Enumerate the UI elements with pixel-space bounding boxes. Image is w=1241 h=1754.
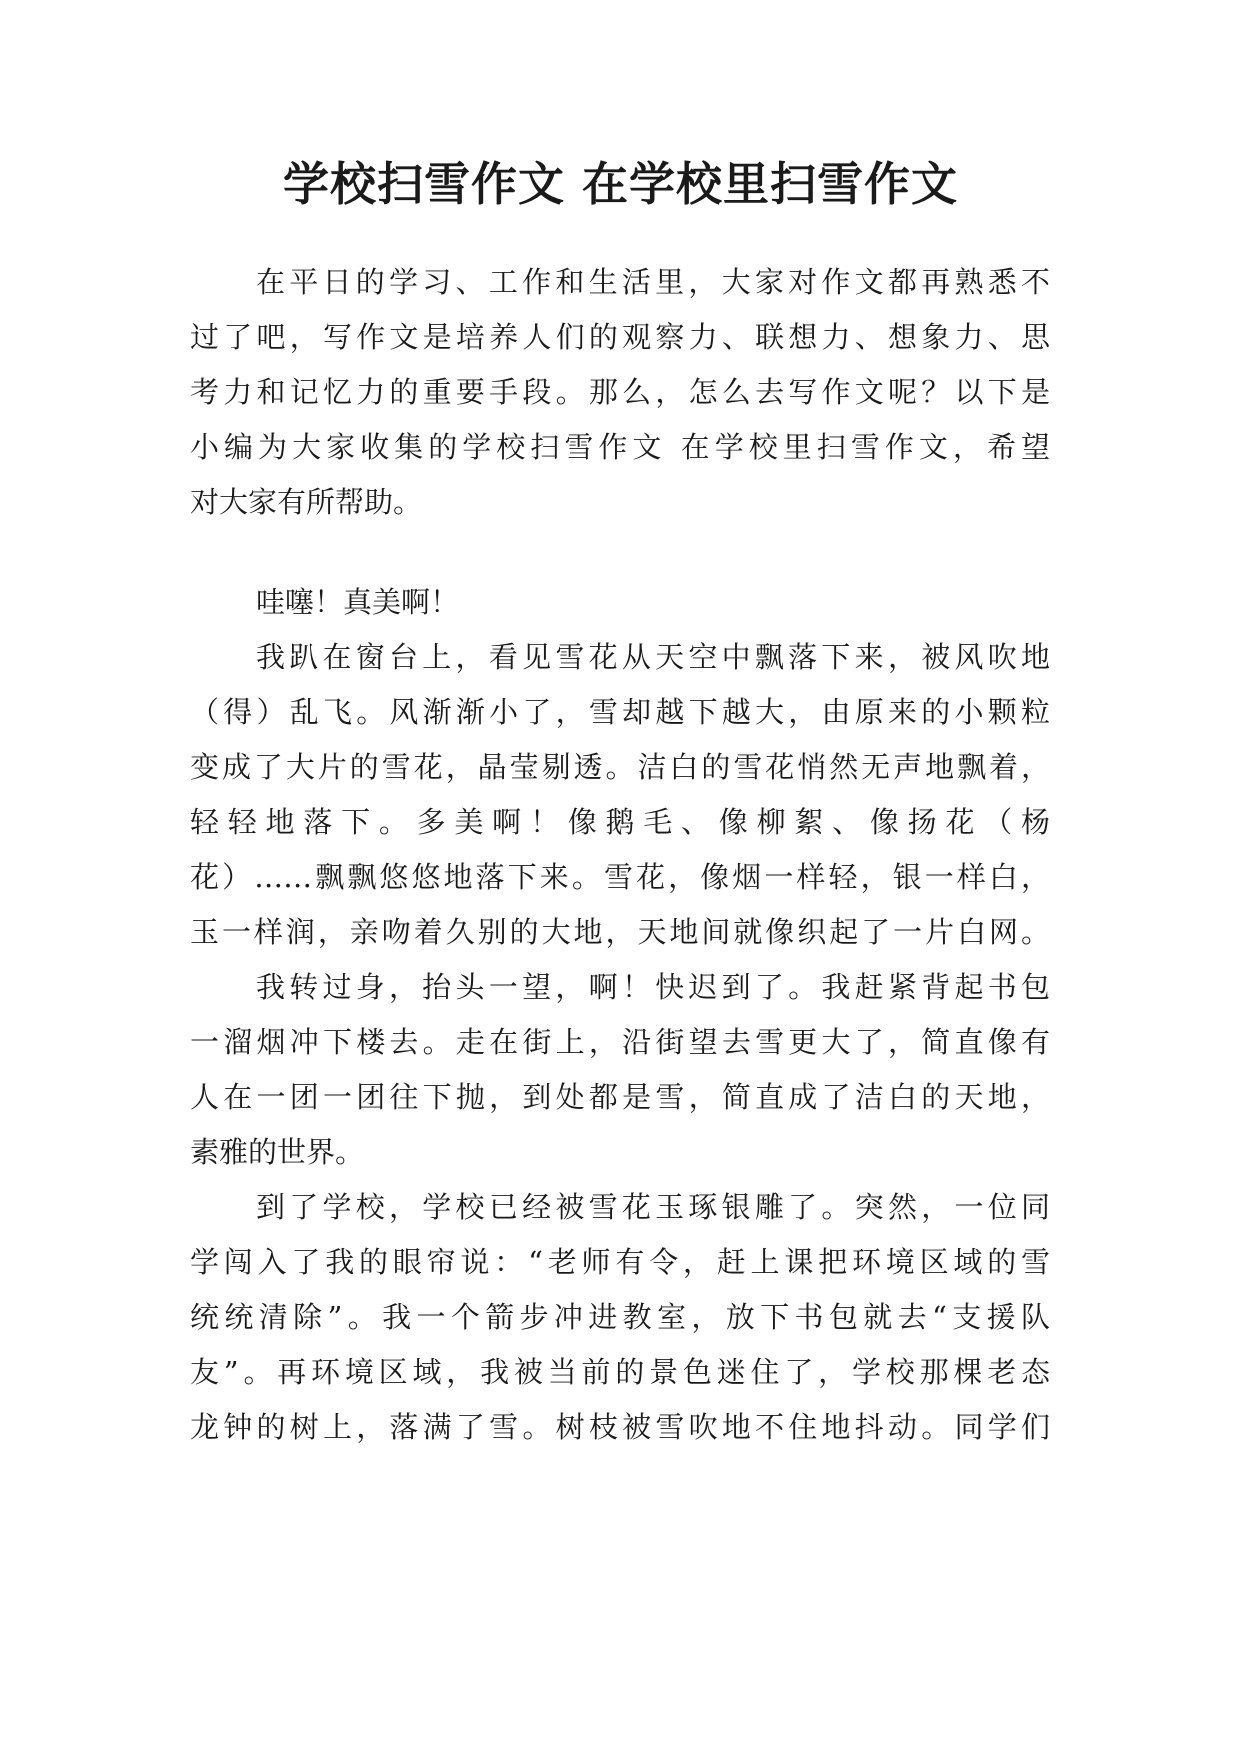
paragraph-line: 玉一样润，亲吻着久别的大地，天地间就像织起了一片白网。 [190,915,1050,949]
page-title: 学校扫雪作文 在学校里扫雪作文 [282,157,958,211]
paragraph-line: （得）乱飞。风渐渐小了，雪却越下越大，由原来的小颗粒 [190,695,1050,729]
paragraph-line: 花）……飘飘悠悠地落下来。雪花，像烟一样轻，银一样白， [190,860,1050,894]
paragraph-line: 我转过身，抬头一望，啊！快迟到了。我赶紧背起书包 [256,970,1050,1004]
paragraph-line: 一溜烟冲下楼去。走在街上，沿街望去雪更大了，简直像有 [190,1025,1050,1059]
paragraph-line: 在平日的学习、工作和生活里，大家对作文都再熟悉不 [256,265,1050,299]
paragraph-line: 学闯入了我的眼帘说：“老师有令，赶上课把环境区域的雪 [190,1245,1050,1279]
paragraph-line: 变成了大片的雪花，晶莹剔透。洁白的雪花悄然无声地飘着， [190,750,1050,784]
paragraph-line: 素雅的世界。 [190,1135,365,1169]
paragraph-line: 哇噻！真美啊！ [256,585,460,619]
paragraph-line: 友”。再环境区域，我被当前的景色迷住了，学校那棵老态 [190,1355,1050,1389]
paragraph-line: 人在一团一团往下抛，到处都是雪，简直成了洁白的天地， [190,1080,1050,1114]
paragraph-line: 过了吧，写作文是培养人们的观察力、联想力、想象力、思 [190,320,1050,354]
paragraph-line: 考力和记忆力的重要手段。那么，怎么去写作文呢？以下是 [190,375,1050,409]
paragraph-line: 统统清除”。我一个箭步冲进教室，放下书包就去“支援队 [190,1300,1050,1334]
paragraph-line: 对大家有所帮助。 [190,485,423,519]
paragraph-line: 轻轻地落下。多美啊！像鹅毛、像柳絮、像扬花（杨 [190,805,1050,839]
paragraph-line: 小编为大家收集的学校扫雪作文 在学校里扫雪作文，希望 [190,430,1050,464]
paragraph-line: 到了学校，学校已经被雪花玉琢银雕了。突然，一位同 [256,1190,1050,1224]
paragraph-line: 我趴在窗台上，看见雪花从天空中飘落下来，被风吹地 [256,640,1050,674]
paragraph-line: 龙钟的树上，落满了雪。树枝被雪吹地不住地抖动。同学们 [190,1410,1050,1444]
